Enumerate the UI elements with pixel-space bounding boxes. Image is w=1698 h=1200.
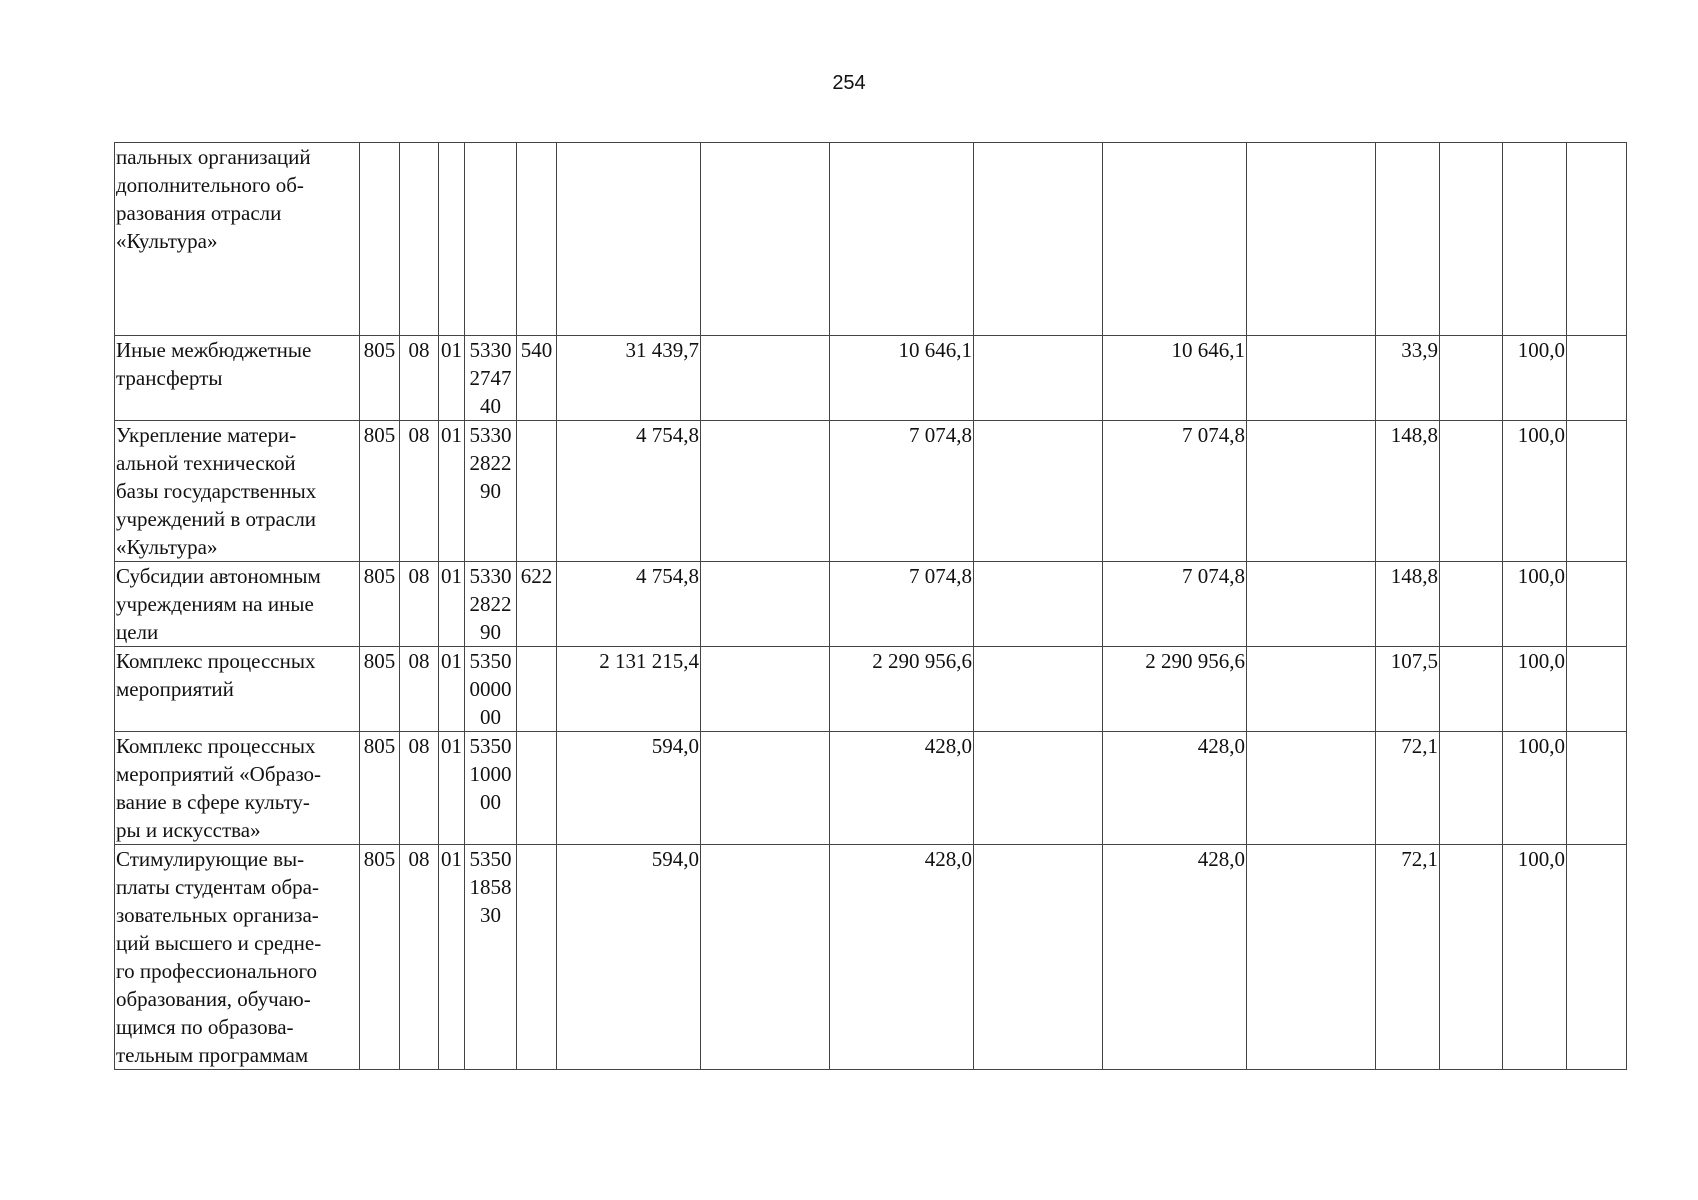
value-cell [974,336,1103,421]
table-row [115,845,1627,1070]
value-cell: 2 131 215,4 [557,647,701,732]
percent-cell [1567,647,1627,732]
value-cell: 7 074,8 [830,421,974,562]
percent-cell: 100,0 [1503,845,1567,1070]
admin-code-cell [360,143,400,336]
target-article-cell: 5330 2822 90 [465,421,517,562]
value-cell: 428,0 [830,732,974,845]
percent-cell [1440,336,1503,421]
value-cell: 428,0 [1103,732,1247,845]
value-cell [830,143,974,336]
value-cell: 7 074,8 [1103,562,1247,647]
section-code-cell [400,143,439,336]
admin-code-cell: 805 [360,845,400,1070]
value-cell [974,845,1103,1070]
section-code-cell: 08 [400,336,439,421]
value-cell: 428,0 [1103,845,1247,1070]
percent-cell [1567,845,1627,1070]
percent-cell: 100,0 [1503,421,1567,562]
value-cell [974,143,1103,336]
table-row [115,336,1627,421]
value-cell: 7 074,8 [1103,421,1247,562]
subsection-code-cell: 01 [439,732,465,845]
row-name-cell: Иные межбюджетные трансферты [115,336,360,421]
admin-code-cell: 805 [360,647,400,732]
section-code-cell: 08 [400,421,439,562]
row-name-cell: Комплекс процессных мероприятий [115,647,360,732]
value-cell: 4 754,8 [557,421,701,562]
value-cell [1247,143,1376,336]
percent-cell [1567,562,1627,647]
admin-code-cell: 805 [360,336,400,421]
percent-cell [1567,143,1627,336]
percent-cell [1440,143,1503,336]
percent-cell: 100,0 [1503,732,1567,845]
percent-cell [1567,732,1627,845]
value-cell [974,647,1103,732]
percent-cell: 148,8 [1376,421,1440,562]
value-cell [557,143,701,336]
table-row [115,562,1627,647]
percent-cell: 100,0 [1503,562,1567,647]
subsection-code-cell: 01 [439,845,465,1070]
expense-type-cell [517,421,557,562]
subsection-code-cell: 01 [439,562,465,647]
percent-cell [1440,421,1503,562]
table-row [115,421,1627,562]
value-cell: 594,0 [557,845,701,1070]
expense-type-cell [517,845,557,1070]
section-code-cell: 08 [400,845,439,1070]
percent-cell: 72,1 [1376,845,1440,1070]
target-article-cell: 5350 0000 00 [465,647,517,732]
percent-cell [1503,143,1567,336]
value-cell [1247,732,1376,845]
value-cell [974,562,1103,647]
target-article-cell: 5330 2822 90 [465,562,517,647]
target-article-cell: 5350 1000 00 [465,732,517,845]
value-cell: 594,0 [557,732,701,845]
value-cell [701,845,830,1070]
target-article-cell: 5330 2747 40 [465,336,517,421]
section-code-cell: 08 [400,562,439,647]
expense-type-cell: 622 [517,562,557,647]
value-cell [974,421,1103,562]
value-cell [701,143,830,336]
row-name-cell: Субсидии автономным учреждениям на иные цели [115,562,360,647]
value-cell [701,732,830,845]
value-cell [1247,421,1376,562]
percent-cell: 107,5 [1376,647,1440,732]
value-cell: 428,0 [830,845,974,1070]
row-name-cell: Комплекс процессных мероприятий «Образо- вание в сфере культу- ры и искусства» [115,732,360,845]
value-cell [1103,143,1247,336]
admin-code-cell: 805 [360,732,400,845]
value-cell: 2 290 956,6 [830,647,974,732]
value-cell [974,732,1103,845]
value-cell [701,421,830,562]
percent-cell [1440,732,1503,845]
section-code-cell: 08 [400,732,439,845]
value-cell: 31 439,7 [557,336,701,421]
value-cell: 7 074,8 [830,562,974,647]
table-row [115,732,1627,845]
section-code-cell: 08 [400,647,439,732]
expense-type-cell [517,732,557,845]
table-row [115,647,1627,732]
value-cell [1247,562,1376,647]
target-article-cell: 5350 1858 30 [465,845,517,1070]
row-name-cell: Стимулирующие вы- платы студентам обра- зовательных организа- ций высшего и средне- го профессионального образования, обучаю- щимся по образова- тельным программам [115,845,360,1070]
percent-cell: 100,0 [1503,647,1567,732]
percent-cell: 33,9 [1376,336,1440,421]
subsection-code-cell [439,143,465,336]
subsection-code-cell: 01 [439,421,465,562]
admin-code-cell: 805 [360,562,400,647]
target-article-cell [465,143,517,336]
expense-type-cell [517,143,557,336]
value-cell [1247,845,1376,1070]
percent-cell: 148,8 [1376,562,1440,647]
percent-cell [1567,421,1627,562]
percent-cell [1567,336,1627,421]
expense-type-cell: 540 [517,336,557,421]
admin-code-cell: 805 [360,421,400,562]
percent-cell [1440,647,1503,732]
percent-cell [1440,845,1503,1070]
value-cell [701,562,830,647]
expense-type-cell [517,647,557,732]
budget-table [114,142,1627,1070]
row-name-cell: пальных организаций дополнительного об- разования отрасли «Культура» [115,143,360,336]
value-cell [701,336,830,421]
value-cell: 10 646,1 [1103,336,1247,421]
value-cell [1247,336,1376,421]
percent-cell [1376,143,1440,336]
value-cell: 2 290 956,6 [1103,647,1247,732]
row-name-cell: Укрепление матери- альной технической базы государственных учреждений в отрасли «Культура» [115,421,360,562]
percent-cell: 100,0 [1503,336,1567,421]
subsection-code-cell: 01 [439,647,465,732]
subsection-code-cell: 01 [439,336,465,421]
value-cell [1247,647,1376,732]
percent-cell [1440,562,1503,647]
value-cell: 4 754,8 [557,562,701,647]
value-cell [701,647,830,732]
table-row [115,143,1627,336]
page-number: 254 [832,72,866,94]
percent-cell: 72,1 [1376,732,1440,845]
value-cell: 10 646,1 [830,336,974,421]
